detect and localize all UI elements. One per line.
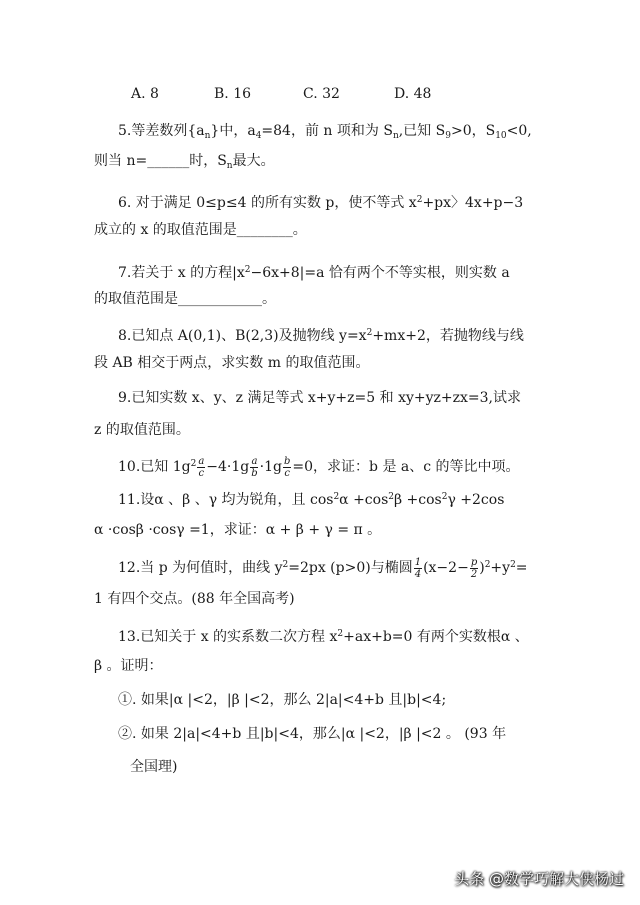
fraction: $\frac{b}{c}$ <box>284 455 291 479</box>
question-5-line-2: 则当 n=______时，$S_n$最大。 <box>94 153 275 171</box>
option-c: C. 32 <box>303 86 340 102</box>
question-13-item-1: ①. 如果|α |<2，|β |<2，那么 2|a|<4+b 且|b|<4; <box>118 692 447 708</box>
question-8-line-1: 8.已知点 A(0,1)、B(2,3)及抛物线 $y=x^2+mx+2$，若抛物线与线 <box>118 328 524 344</box>
question-13-line-1: 13.已知关于 x 的实系数二次方程 $x^2+ax+b=0$ 有两个实数根α 、 <box>118 629 529 645</box>
watermark: 头条 @数学巧解大侠杨过 <box>454 870 624 888</box>
question-10: 10.已知 $1g^2$ $\frac{a}{c}$ −4·1g $\frac{a}{b}$ ·1g $\frac{b}{c}$ =0，求证：b 是 a、c 的等比中项。 <box>118 455 520 479</box>
fraction: $\frac{1}{4}$ <box>414 556 422 580</box>
question-12-line-1: 12.当 p 为何值时，曲线 $y^2=2px$ (p>0)与椭圆 $\frac{1}{4}$ (x−2− $\frac{p}{2}$ )$^2+y^2=$ <box>118 556 528 580</box>
fraction: $\frac{a}{c}$ <box>198 455 205 479</box>
question-9-line-2: z 的取值范围。 <box>94 422 190 438</box>
question-8-line-2: 段 AB 相交于两点，求实数 m 的取值范围。 <box>94 355 370 371</box>
option-d: D. 48 <box>394 86 432 102</box>
fraction: $\frac{a}{b}$ <box>251 455 258 479</box>
question-13-item-2: ②. 如果 2|a|<4+b 且|b|<4，那么|α |<2，|β |<2 。 (93 年 <box>118 726 507 742</box>
option-b: B. 16 <box>214 86 252 102</box>
question-5-line-1: 5.等差数列$\{a_n\}$中，$a_4=84$，前 n 项和为 $S_n$,已知 $S_9>0$，$S_{10}<0$, <box>118 123 532 141</box>
question-7-line-2: 的取值范围是____________。 <box>94 291 276 307</box>
question-13-item-2-continued: 全国理) <box>130 759 178 775</box>
question-6-line-2: 成立的 x 的取值范围是________。 <box>94 222 307 238</box>
question-9-line-1: 9.已知实数 x、y、z 满足等式 x+y+z=5 和 xy+yz+zx=3,试求 <box>118 390 521 406</box>
question-12-line-2: 1 有四个交点。(88 年全国高考) <box>94 591 295 607</box>
question-6-line-1: 6. 对于满足 0≤p≤4 的所有实数 p，使不等式 $x^2+px$〉4x+p−3 <box>118 195 524 211</box>
option-a: A. 8 <box>131 86 159 102</box>
question-11-line-2: α ·cosβ ·cosγ =1，求证：α + β + γ = π 。 <box>94 522 382 538</box>
fraction: $\frac{p}{2}$ <box>470 556 478 580</box>
question-11-line-1: 11.设α 、β 、γ 均为锐角，且 $\cos^2\alpha +\cos^2\beta +\cos^2\gamma +2\cos$ <box>118 492 505 508</box>
question-13-line-2: β 。证明： <box>94 658 163 674</box>
question-7-line-1: 7.若关于 x 的方程$|x^2-6x+8|=a$ 恰有两个不等实根，则实数 a <box>118 265 510 281</box>
